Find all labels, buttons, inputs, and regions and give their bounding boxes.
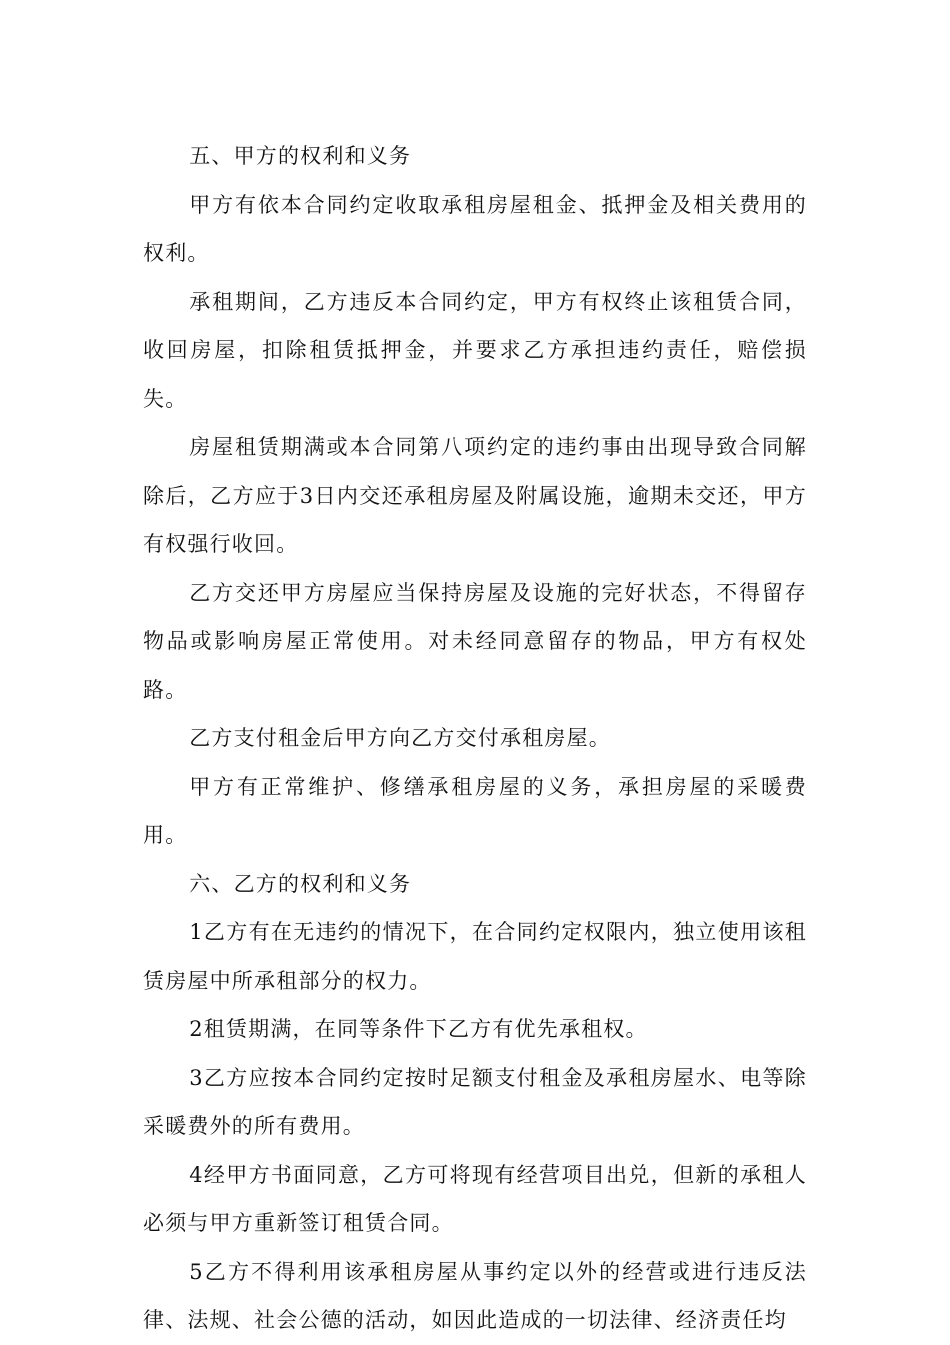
paragraph: 乙方交还甲方房屋应当保持房屋及设施的完好状态，不得留存物品或影响房屋正常使用。对未经同意留存的物品，甲方有权处路。 — [143, 580, 807, 702]
document-body — [143, 132, 807, 1345]
paragraph: 承租期间，乙方违反本合同约定，甲方有权终止该租赁合同，收回房屋，扣除租赁抵押金，并要求乙方承担违约责任，赔偿损失。 — [143, 289, 807, 411]
paragraph: 5乙方不得利用该承租房屋从事约定以外的经营或进行违反法律、法规、社会公德的活动，如因此造成的一切法律、经济责任均 — [143, 1259, 807, 1332]
paragraph: 2租赁期满，在同等条件下乙方有优先承租权。 — [189, 1017, 648, 1041]
paragraph: 甲方有正常维护、修缮承租房屋的义务，承担房屋的采暖费用。 — [143, 774, 807, 847]
paragraph: 3乙方应按本合同约定按时足额支付租金及承租房屋水、电等除采暖费外的所有费用。 — [143, 1065, 807, 1138]
paragraph: 房屋租赁期满或本合同第八项约定的违约事由出现导致合同解除后，乙方应于3日内交还承租房屋及附属设施，逾期未交还，甲方有权强行收回。 — [143, 435, 807, 556]
section-heading-5: 五、甲方的权利和义务 — [189, 144, 412, 168]
paragraph: 1乙方有在无违约的情况下，在合同约定权限内，独立使用该租赁房屋中所承租部分的权力。 — [143, 920, 807, 993]
paragraph: 4经甲方书面同意，乙方可将现有经营项目出兑，但新的承租人必须与甲方重新签订租赁合同。 — [143, 1162, 807, 1235]
paragraph: 甲方有依本合同约定收取承租房屋租金、抵押金及相关费用的权利。 — [143, 192, 807, 265]
paragraph: 乙方支付租金后甲方向乙方交付承租房屋。 — [189, 726, 611, 750]
section-heading-6: 六、乙方的权利和义务 — [189, 871, 412, 896]
